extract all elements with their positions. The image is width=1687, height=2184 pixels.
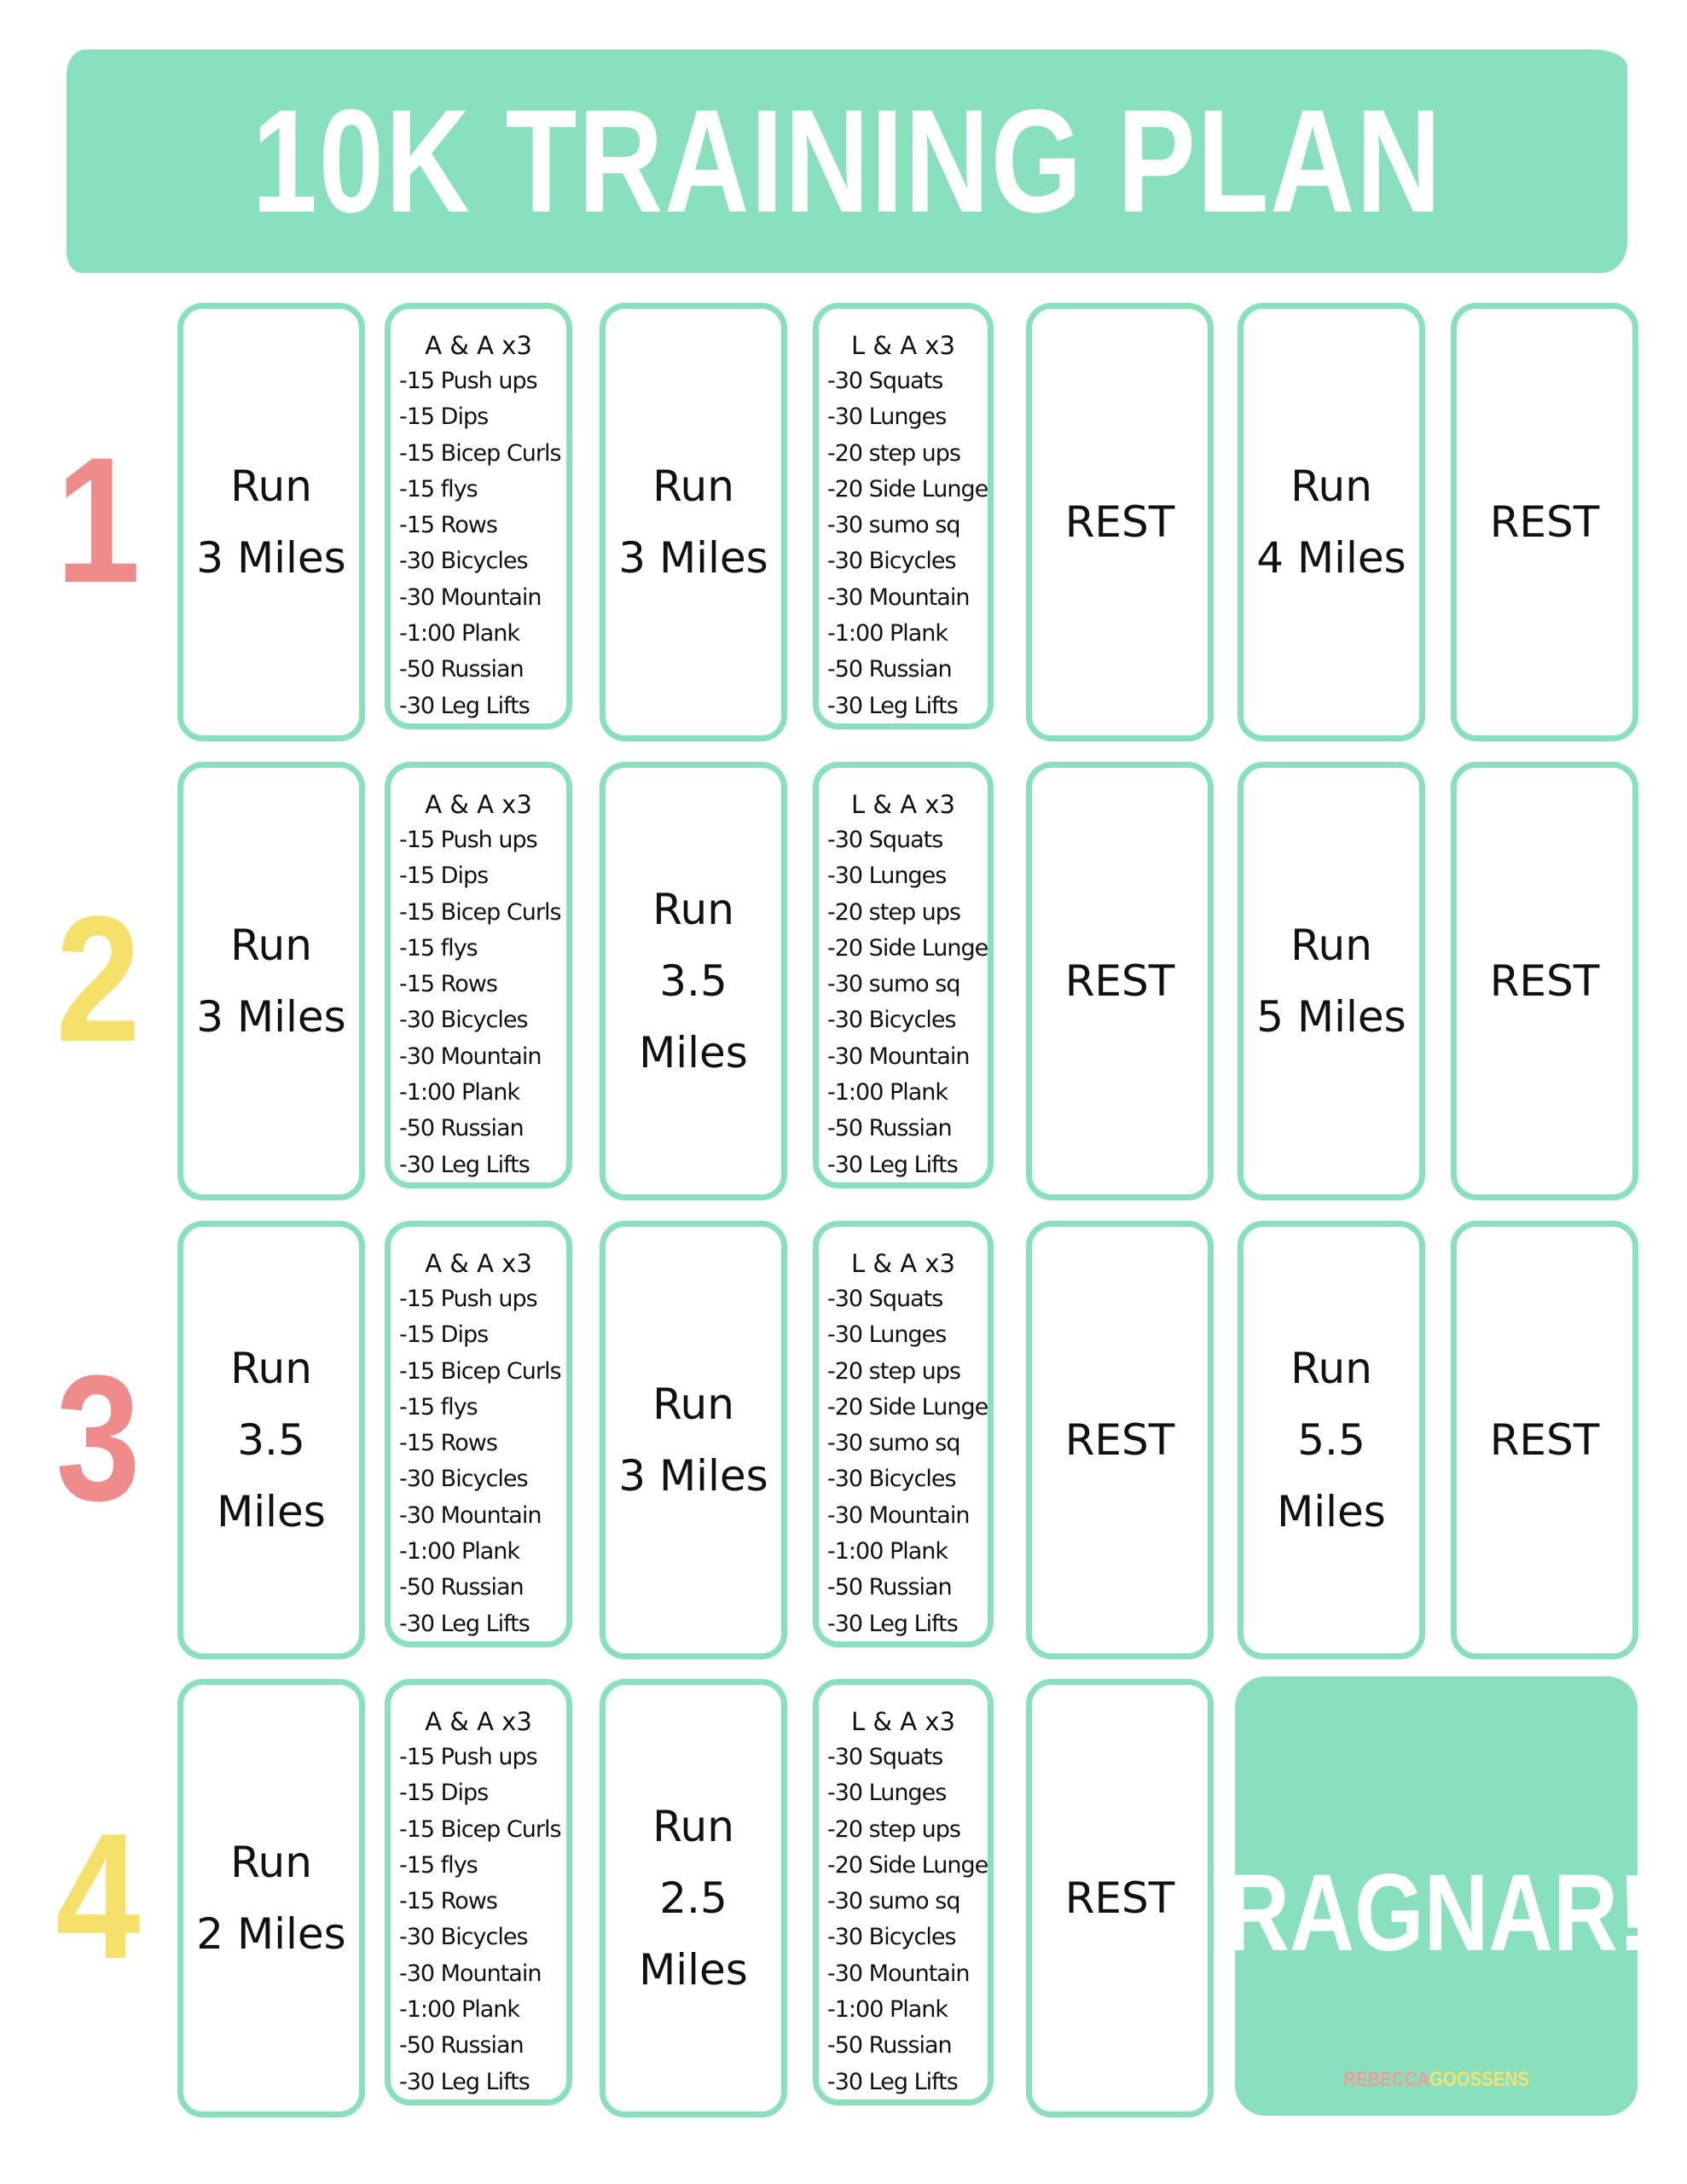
workout-item: -15 Dips bbox=[399, 1321, 489, 1349]
workout-heading: L & A x3 bbox=[851, 1249, 955, 1278]
day-card bbox=[600, 303, 787, 741]
workout-item: -50 Russian bbox=[399, 2032, 524, 2059]
day-card-text: Run bbox=[230, 462, 312, 511]
day-card-text: Run bbox=[1290, 1344, 1372, 1393]
day-card bbox=[177, 303, 365, 741]
workout-item: -30 Mountain bbox=[399, 1960, 542, 1987]
day-card-text: 3.5 bbox=[237, 1415, 305, 1465]
workout-heading: A & A x3 bbox=[425, 331, 532, 360]
workout-item: -15 Rows bbox=[399, 1888, 497, 1915]
workout-item: -1:00 Plank bbox=[399, 1996, 520, 2024]
day-card bbox=[600, 1679, 787, 2117]
day-card bbox=[385, 762, 572, 1188]
workout-item: -15 flys bbox=[399, 934, 478, 961]
week-number: 1 bbox=[55, 420, 141, 620]
workout-item: -20 step ups bbox=[827, 1357, 960, 1385]
title-banner bbox=[67, 49, 1627, 273]
day-card bbox=[1026, 1221, 1214, 1659]
workout-item: -50 Russian bbox=[827, 1574, 952, 1601]
author-credit bbox=[1265, 2068, 1607, 2092]
workout-item: -30 Mountain bbox=[827, 1960, 970, 1987]
workout-item: -15 Bicep Curls bbox=[399, 439, 561, 467]
workout-item: -15 Push ups bbox=[399, 368, 537, 394]
day-card bbox=[385, 1221, 572, 1647]
day-card-text: Run bbox=[652, 1380, 734, 1429]
day-card-text: REST bbox=[1064, 956, 1175, 1006]
workout-item: -30 Bicycles bbox=[827, 548, 956, 575]
workout-item: -15 Push ups bbox=[399, 827, 537, 853]
workout-item: -1:00 Plank bbox=[399, 1079, 520, 1107]
workout-item: -30 Bicycles bbox=[827, 1007, 956, 1034]
workout-heading: L & A x3 bbox=[851, 790, 955, 819]
day-card bbox=[600, 1221, 787, 1659]
day-card-text: Miles bbox=[217, 1487, 326, 1536]
workout-item: -30 Bicycles bbox=[399, 1924, 528, 1951]
workout-item: -15 Dips bbox=[399, 1780, 489, 1807]
day-card-text: 5 Miles bbox=[1256, 992, 1406, 1042]
day-card-text: Miles bbox=[639, 1028, 748, 1077]
workout-item: -30 Leg Lifts bbox=[399, 1151, 530, 1178]
workout-item: -30 Squats bbox=[827, 1744, 943, 1770]
day-card bbox=[813, 762, 994, 1188]
day-card bbox=[1238, 303, 1425, 741]
workout-item: -15 Bicep Curls bbox=[399, 898, 561, 926]
day-card bbox=[1451, 303, 1638, 741]
workout-item: -30 Bicycles bbox=[827, 1466, 956, 1493]
credit-first-name: REBECCA bbox=[1343, 2068, 1430, 2091]
workout-item: -1:00 Plank bbox=[827, 1538, 948, 1565]
day-card bbox=[1026, 762, 1214, 1200]
day-card bbox=[1026, 1679, 1214, 2117]
workout-item: -30 Leg Lifts bbox=[827, 1151, 958, 1178]
day-card bbox=[177, 1221, 365, 1659]
workout-item: -30 Mountain bbox=[399, 584, 542, 611]
day-card-text: Run bbox=[1290, 462, 1372, 511]
workout-item: -1:00 Plank bbox=[399, 1538, 520, 1565]
workout-item: -20 Side Lunge bbox=[827, 475, 988, 502]
workout-item: -30 Leg Lifts bbox=[827, 692, 958, 719]
workout-item: -30 Bicycles bbox=[399, 1007, 528, 1034]
workout-item: -15 Bicep Curls bbox=[399, 1357, 561, 1385]
workout-heading: A & A x3 bbox=[425, 1707, 532, 1736]
workout-item: -30 sumo sq bbox=[827, 1430, 960, 1457]
day-card bbox=[1238, 762, 1425, 1200]
workout-item: -30 Squats bbox=[827, 1286, 943, 1312]
workout-item: -15 flys bbox=[399, 475, 478, 502]
day-card bbox=[1026, 303, 1214, 741]
day-card-text: Run bbox=[652, 462, 734, 511]
day-card-text: 5.5 bbox=[1297, 1415, 1365, 1465]
workout-item: -30 Leg Lifts bbox=[399, 1610, 530, 1637]
day-card-text: Run bbox=[652, 885, 734, 934]
workout-item: -30 Leg Lifts bbox=[399, 2068, 530, 2095]
workout-item: -50 Russian bbox=[399, 656, 524, 683]
workout-item: -1:00 Plank bbox=[827, 1079, 948, 1107]
day-card-text: Miles bbox=[1277, 1487, 1386, 1536]
day-card-text: Run bbox=[230, 1344, 312, 1393]
workout-item: -20 Side Lunge bbox=[827, 1393, 988, 1420]
week-number: 3 bbox=[55, 1338, 141, 1538]
workout-heading: A & A x3 bbox=[425, 790, 532, 819]
workout-item: -20 Side Lunge bbox=[827, 1851, 988, 1879]
workout-item: -50 Russian bbox=[399, 1115, 524, 1142]
workout-item: -20 Side Lunge bbox=[827, 934, 988, 961]
week-number: 2 bbox=[55, 879, 141, 1079]
workout-item: -30 Squats bbox=[827, 827, 943, 853]
day-card-text: REST bbox=[1064, 1873, 1175, 1923]
week-row bbox=[0, 1221, 1687, 1656]
workout-item: -30 Mountain bbox=[399, 1043, 542, 1070]
day-card-text: 2.5 bbox=[659, 1873, 728, 1923]
workout-item: -30 Lunges bbox=[827, 1780, 947, 1807]
workout-item: -30 Lunges bbox=[827, 863, 947, 890]
day-card-text: Run bbox=[230, 921, 312, 970]
day-card-text: Run bbox=[230, 1838, 312, 1887]
workout-item: -1:00 Plank bbox=[399, 620, 520, 648]
workout-heading: L & A x3 bbox=[851, 331, 955, 360]
workout-item: -15 Dips bbox=[399, 404, 489, 431]
workout-item: -15 flys bbox=[399, 1393, 478, 1420]
day-card-text: 2 Miles bbox=[196, 1909, 346, 1959]
week-row bbox=[0, 762, 1687, 1197]
workout-item: -30 Mountain bbox=[827, 584, 970, 611]
workout-item: -30 Leg Lifts bbox=[827, 1610, 958, 1637]
page-title: 10K TRAINING PLAN bbox=[252, 79, 1442, 243]
week-number: 4 bbox=[55, 1796, 141, 1996]
workout-item: -15 Push ups bbox=[399, 1286, 537, 1312]
workout-heading: L & A x3 bbox=[851, 1707, 955, 1736]
day-card-text: 3 Miles bbox=[618, 533, 768, 583]
workout-item: -30 Leg Lifts bbox=[399, 692, 530, 719]
day-card-text: Run bbox=[1290, 921, 1372, 970]
workout-item: -30 Bicycles bbox=[399, 548, 528, 575]
workout-item: -30 Mountain bbox=[827, 1043, 970, 1070]
workout-item: -30 sumo sq bbox=[827, 512, 960, 539]
workout-item: -50 Russian bbox=[827, 656, 952, 683]
week-row bbox=[0, 303, 1687, 738]
race-day-card bbox=[1225, 1676, 1648, 2116]
day-card bbox=[177, 1679, 365, 2117]
workout-item: -15 flys bbox=[399, 1851, 478, 1879]
race-label: RAGNAR! bbox=[1225, 1851, 1648, 1974]
day-card-text: 3 Miles bbox=[196, 533, 346, 583]
credit-last-name: GOOSSENS bbox=[1429, 2068, 1529, 2091]
workout-item: -15 Rows bbox=[399, 971, 497, 998]
day-card bbox=[1451, 1221, 1638, 1659]
workout-item: -30 sumo sq bbox=[827, 971, 960, 998]
workout-item: -30 Bicycles bbox=[827, 1924, 956, 1951]
day-card-text: REST bbox=[1064, 497, 1175, 547]
workout-item: -20 step ups bbox=[827, 1815, 960, 1843]
day-card-text: Run bbox=[652, 1802, 734, 1851]
day-card-text: Miles bbox=[639, 1945, 748, 1995]
workout-item: -15 Push ups bbox=[399, 1744, 537, 1770]
day-card-text: REST bbox=[1489, 956, 1600, 1006]
workout-item: -20 step ups bbox=[827, 439, 960, 467]
workout-item: -30 Bicycles bbox=[399, 1466, 528, 1493]
workout-item: -30 Lunges bbox=[827, 1321, 947, 1349]
workout-item: -30 Lunges bbox=[827, 404, 947, 431]
day-card bbox=[385, 1679, 572, 2106]
workout-item: -30 Mountain bbox=[399, 1502, 542, 1529]
day-card-text: 4 Miles bbox=[1256, 533, 1406, 583]
workout-item: -1:00 Plank bbox=[827, 1996, 948, 2024]
day-card bbox=[813, 1679, 994, 2106]
workout-item: -30 sumo sq bbox=[827, 1888, 960, 1915]
day-card-text: REST bbox=[1064, 1415, 1175, 1465]
workout-item: -15 Bicep Curls bbox=[399, 1815, 561, 1843]
workout-item: -30 Squats bbox=[827, 368, 943, 394]
day-card-text: 3.5 bbox=[659, 956, 728, 1006]
day-card bbox=[1451, 762, 1638, 1200]
day-card-text: 3 Miles bbox=[618, 1451, 768, 1501]
day-card-text: 3 Miles bbox=[196, 992, 346, 1042]
workout-item: -30 Leg Lifts bbox=[827, 2068, 958, 2095]
workout-item: -50 Russian bbox=[827, 1115, 952, 1142]
workout-item: -15 Rows bbox=[399, 1430, 497, 1457]
day-card bbox=[177, 762, 365, 1200]
workout-item: -50 Russian bbox=[399, 1574, 524, 1601]
workout-item: -30 Mountain bbox=[827, 1502, 970, 1529]
day-card bbox=[813, 1221, 994, 1647]
workout-item: -50 Russian bbox=[827, 2032, 952, 2059]
day-card bbox=[385, 303, 572, 729]
day-card-text: REST bbox=[1489, 497, 1600, 547]
day-card bbox=[600, 762, 787, 1200]
workout-heading: A & A x3 bbox=[425, 1249, 532, 1278]
workout-item: -1:00 Plank bbox=[827, 620, 948, 648]
workout-item: -20 step ups bbox=[827, 898, 960, 926]
workout-item: -15 Rows bbox=[399, 512, 497, 539]
day-card-text: REST bbox=[1489, 1415, 1600, 1465]
day-card bbox=[813, 303, 994, 729]
day-card bbox=[1238, 1221, 1425, 1659]
workout-item: -15 Dips bbox=[399, 863, 489, 890]
